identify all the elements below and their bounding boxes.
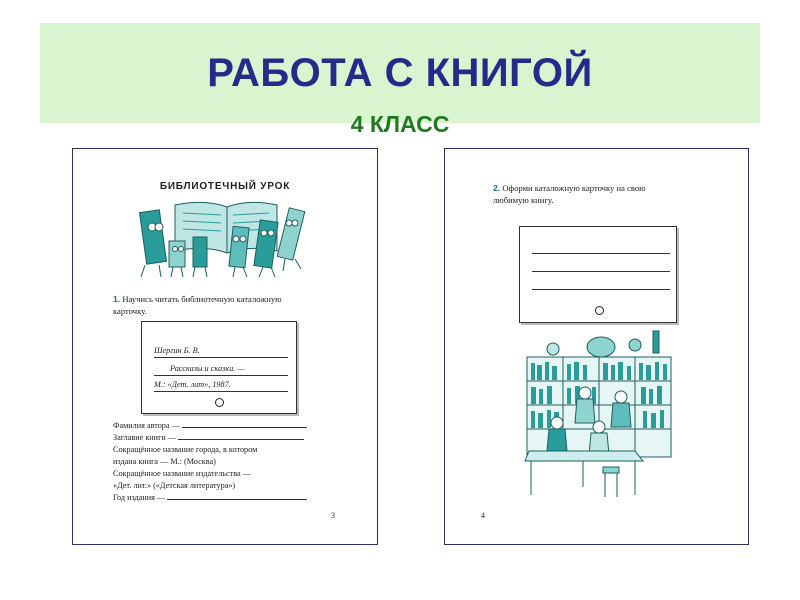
catalog-card-example (141, 321, 297, 414)
blank-line[interactable] (532, 253, 670, 254)
page-number: 3 (331, 511, 335, 520)
header-banner (40, 23, 760, 137)
task-number: 2. (493, 183, 501, 193)
blank-line[interactable] (167, 492, 307, 500)
form-row (113, 420, 339, 432)
task-number: 1. (113, 294, 121, 304)
lesson-title: БИБЛИОТЕЧНЫЙ УРОК (159, 181, 291, 192)
form-row: Сокращённое название издательства — (113, 469, 251, 478)
task-text-line: любимую книгу. (493, 195, 554, 205)
blank-line[interactable] (178, 432, 304, 440)
task-1 (113, 293, 343, 317)
blank-line[interactable] (532, 289, 670, 290)
book-characters-illustration (135, 197, 317, 279)
card-publisher: М.: «Дет. лит», 1987. (154, 380, 288, 392)
form-row (113, 432, 339, 444)
card-title: Рассказы и сказки. — (154, 364, 288, 376)
textbook-page-left (72, 148, 378, 545)
form-row (113, 492, 339, 504)
card-hole-icon (595, 306, 604, 315)
library-reading-room-illustration (523, 327, 675, 503)
task-text-line: Оформи каталожную карточку на свою (502, 183, 646, 193)
page-subtitle: 4 КЛАСС (350, 111, 450, 137)
catalog-card-blank (519, 226, 677, 323)
card-hole-icon (215, 398, 224, 407)
blank-line[interactable] (182, 420, 307, 428)
form-list (113, 420, 339, 504)
task-2 (493, 182, 725, 206)
form-label: Заглавие книги — (113, 433, 177, 442)
form-row: «Дет. лит.» («Детская литература») (113, 481, 236, 490)
task-text-line: карточку. (113, 306, 147, 316)
blank-line[interactable] (532, 271, 670, 272)
page-number: 4 (481, 511, 485, 520)
form-label: Год издания — (113, 493, 166, 502)
card-author: Шергин Б. В. (154, 346, 288, 358)
form-row: издана книга — М.: (Москва) (113, 457, 216, 466)
textbook-page-right (444, 148, 749, 545)
form-row: Сокращённое название города, в котором (113, 445, 258, 454)
form-label: Фамилия автора — (113, 421, 180, 430)
task-text-line: Научись читать библиотечную каталожную (122, 294, 282, 304)
page-title: РАБОТА С КНИГОЙ (207, 51, 593, 95)
